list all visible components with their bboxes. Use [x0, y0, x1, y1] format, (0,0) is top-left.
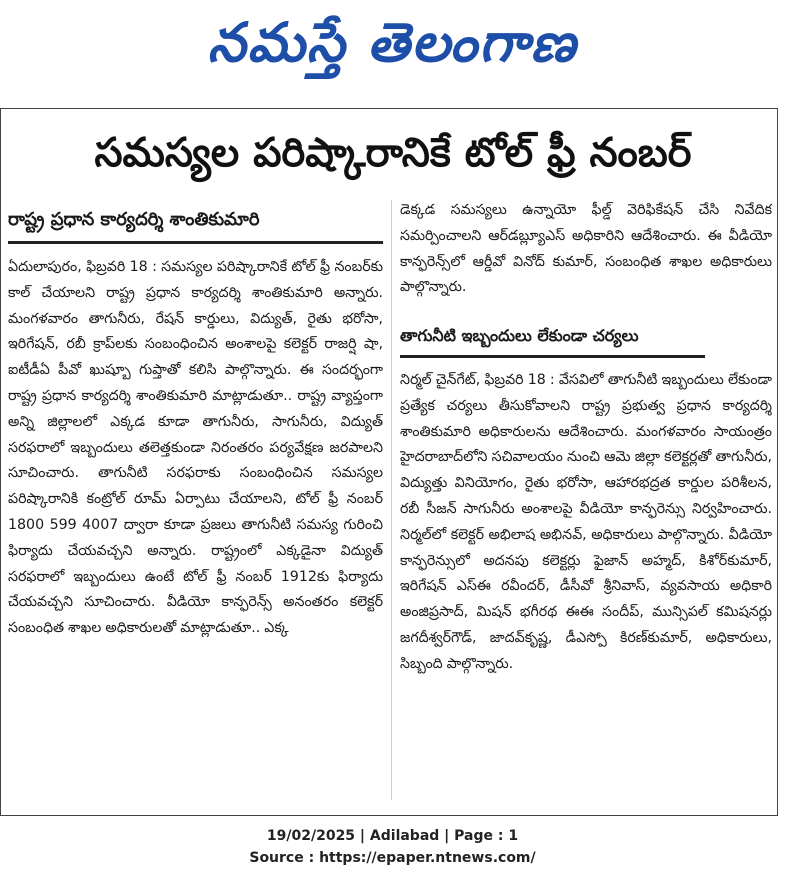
page-footer [0, 825, 785, 869]
footer-dateline: 19/02/2025 | Adilabad | Page : 1 [266, 828, 519, 844]
newspaper-logo: నమస్తే తెలంగాణ [207, 11, 578, 74]
article-body-right-bottom: నిర్మల్ చైన్‌గేట్, ఫిబ్రవరి 18 : వేసవిలో తాగునీటి ఇబ్బందులు లేకుండా ప్రత్యేక చర్యలు తీసుకోవాలని రాష్ట్ర ప్రభుత్వ ప్రధాన కార్యదర్శి శాంతికుమారి అధికారులను ఆదేశించారు. మంగళవారం సాయంత్రం హైదరాబాద్‌లోని సచివాలయం నుంచి ఆమె జిల్లా కలెక్టర్లతో తాగునీరు, విద్యుత్తు వినియోగం, రైతు భరోసా, ఆహారభద్రత కార్డుల పరిశీలన, రబీ సీజన్ సాగునీరు అంశాలపై వీడియో కాన్ఫరెన్సు నిర్వహించారు. నిర్మల్‌లో కలెక్టర్ అభిలాష అభినవ్, అధికారులు పాల్గొన్నారు. వీడియో కాన్ఫరెన్సులో అదనపు కలెక్టర్లు ఫైజాన్ అహ్మద్, కిశోర్‌కుమార్, ఇరిగేషన్ ఎస్ఈ రవీందర్, డీసీవో శ్రీనివాస్, వ్యవసాయ అధికారి అంజిప్రసాద్, మిషన్ భగీరథ ఈఈ సందీప్, మున్సిపల్ కమిషనర్లు జగదీశ్వర్‌గౌడ్, జాదవ్‌కృష్ణ, డీఎస్పో కిరణ్‌కుమార్, అధికారులు, సిబ్బంది పాల్గొన్నారు. [400, 372, 772, 672]
footer-source: Source : https://epaper.ntnews.com/ [249, 850, 536, 866]
article-headline: సమస్యల పరిష్కారానికే టోల్ ఫ్రీ నంబర్ [94, 130, 692, 176]
article-subheading: రాష్ట్ర ప్రధాన కార్యదర్శి శాంతికుమారి [8, 200, 383, 244]
masthead [0, 0, 785, 100]
column-divider [391, 200, 392, 800]
article-body-right-top: డెక్కడ సమస్యలు ఉన్నాయో ఫీల్డ్ వెరిఫికేషన్ చేసి నివేదిక సమర్పించాలని ఆర్‌డబ్ల్యూఎస్ అధికారిని ఆదేశించారు. ఈ వీడియో కాన్ఫరెన్స్‌లో ఆర్డీవో వినోద్ కుమార్, సంబంధిత శాఖల అధికారులు పాల్గొన్నారు. [400, 202, 772, 296]
article-body-left: ఏదులాపురం, ఫిబ్రవరి 18 : సమస్యల పరిష్కారానికే టోల్ ఫ్రీ నంబర్‌కు కాల్ చేయాలని రాష్ట్ర ప్రధాన కార్యదర్శి శాంతికుమారి అన్నారు. మంగళవారం తాగునీరు, రేషన్ కార్డులు, విద్యుత్, రైతు భరోసా, ఇరిగేషన్, రబీ క్రాప్‌లకు సంబంధించిన అంశాలపై కలెక్టర్ రాజర్షి షా, ఐటీడీఏ పీవో ఖుష్బూ గుప్తాతో కలిసి పాల్గొన్నారు. ఈ సందర్భంగా రాష్ట్ర ప్రధాన కార్యదర్శి శాంతికుమారి మాట్లాడుతూ.. రాష్ట్ర వ్యాప్తంగా అన్ని జిల్లాలలో ఎక్కడ కూడా తాగునీరు, సాగునీరు, విద్యుత్ సరఫరాలో ఇబ్బందులు తలెత్తకుండా నిరంతరం పర్యవేక్షణ జరపాలని సూచించారు. తాగునీటి సరఫరాకు సంబంధించిన సమస్యల పరిష్కారానికి కంట్రోల్ రూమ్ ఏర్పాటు చేయాలని, టోల్ ఫ్రీ నంబర్ 1800 599 4007 ద్వారా కూడా ప్రజలు తాగునీటి సమస్య గురించి ఫిర్యాదు చేయవచ్చని అన్నారు. రాష్ట్రంలో ఎక్కడైనా విద్యుత్ సరఫరాలో ఇబ్బందులు ఉంటే టోల్ ఫ్రీ నంబర్ 1912కు ఫిర్యాదు చేయవచ్చని సూచించారు. వీడియో కాన్ఫరెన్స్ అనంతరం కలెక్టర్ సంబంధిత శాఖల అధికారులతో మాట్లాడుతూ.. ఎక్క [8, 259, 383, 637]
second-article-subheading: తాగునీటి ఇబ్బందులు లేకుండా చర్యలు [400, 320, 705, 358]
